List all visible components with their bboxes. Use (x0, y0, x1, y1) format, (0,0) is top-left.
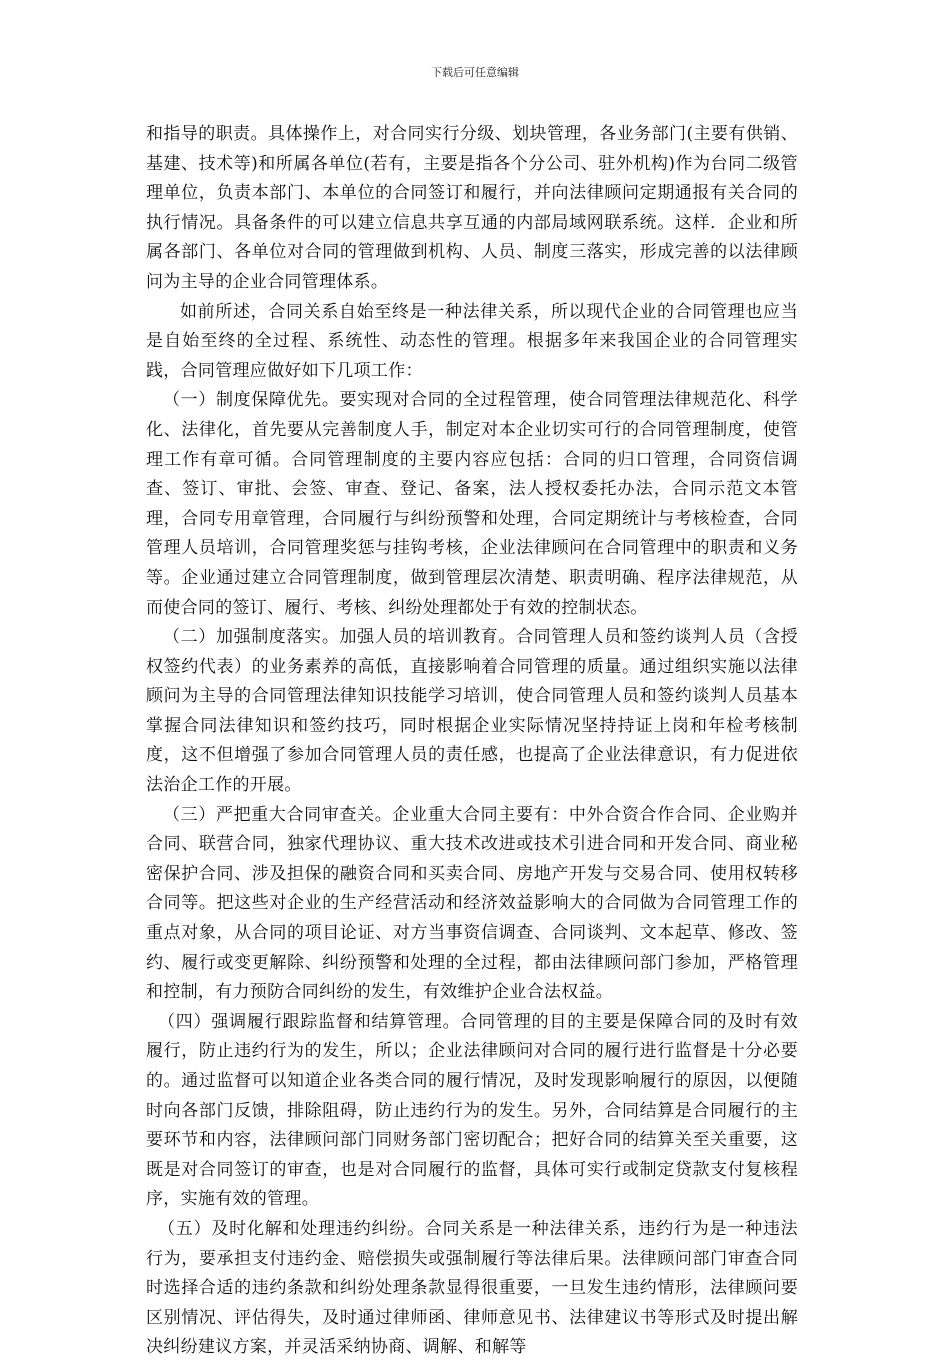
paragraph-item-1: （一）制度保障优先。要实现对合同的全过程管理，使合同管理法律规范化、科学化、法律化，首先要从完善制度人手，制定对本企业切实可行的合同管理制度，使管理工作有章可循。合同管理制度的主要内容应包括：合同的归口管理，合同资信调查、签订、审批、会签、审查、登记、备案，法人授权委托办法，合同示范文本管理，合同专用章管理，合同履行与纠纷预警和处理，合同定期统计与考核检查，合同管理人员培训，合同管理奖惩与挂钩考核，企业法律顾问在合同管理中的职责和义务等。企业通过建立合同管理制度，做到管理层次清楚、职责明确、程序法律规范，从而使合同的签订、履行、考核、纠纷处理都处于有效的控制状态。 (146, 390, 798, 618)
paragraph-intro: 如前所述，合同关系自始至终是一种法律关系，所以现代企业的合同管理也应当是自始至终的全过程、系统性、动态性的管理。根据多年来我国企业的合同管理实践，合同管理应做好如下几项工作： (146, 301, 798, 381)
page-header: 下载后可任意编辑 (431, 66, 519, 79)
paragraph-item-5: （五）及时化解和处理违约纠纷。合同关系是一种法律关系，违约行为是一种违法行为，要承担支付违约金、赔偿损失或强制履行等法律后果。法律顾问部门审查合同时选择合适的违约条款和纠纷处理条款显得很重要，一旦发生违约情形，法律顾问要区别情况、评估得失，及时通过律师函、律师意见书、法律建议书等形式及时提出解决纠纷建议方案，并灵活采纳协商、调解、和解等 (146, 1218, 798, 1358)
paragraph-continuation: 和指导的职责。具体操作上，对合同实行分级、划块管理，各业务部门(主要有供销、基建、技术等)和所属各单位(若有，主要是指各个分公司、驻外机构)作为台同二级管理单位，负责本部门、本单位的合同签订和履行，并向法律顾问定期通报有关合同的执行情况。具备条件的可以建立信息共享互通的内部局域网联系统。这样．企业和所属各部门、各单位对合同的管理做到机构、人员、制度三落实，形成完善的以法律顾问为主导的企业合同管理体系。 (146, 124, 798, 292)
paragraph-item-3: （三）严把重大合同审查关。企业重大合同主要有：中外合资合作合同、企业购并合同、联营合同，独家代理协议、重大技术改进或技术引进合同和开发合同、商业秘密保护合同、涉及担保的融资合同和买卖合同、房地产开发与交易合同、使用权转移合同等。把这些对企业的生产经营活动和经济效益影响大的合同做为合同管理工作的重点对象，从合同的项目论证、对方当事资信调查、合同谈判、文本起草、修改、签约、履行或变更解除、纠纷预警和处理的全过程，都由法律顾问部门参加，严格管理和控制，有力预防合同纠纷的发生，有效维护企业合法权益。 (146, 804, 798, 1003)
paragraph-item-2: （二）加强制度落实。加强人员的培训教育。合同管理人员和签约谈判人员（含授权签约代表）的业务素养的高低，直接影响着合同管理的质量。通过组织实施以法律顾问为主导的合同管理法律知识技能学习培训，使合同管理人员和签约谈判人员基本掌握合同法律知识和签约技巧，同时根据企业实际情况坚持持证上岗和年检考核制度，这不但增强了参加合同管理人员的责任感，也提高了企业法律意识，有力促进依法治企工作的开展。 (146, 627, 798, 796)
document-body (146, 120, 798, 1363)
paragraph-item-4: （四）强调履行跟踪监督和结算管理。合同管理的目的主要是保障合同的及时有效履行，防止违约行为的发生，所以；企业法律顾问对合同的履行进行监督是十分必要的。通过监督可以知道企业各类合同的履行情况，及时发现影响履行的原因，以便随时向各部门反馈，排除阻碍，防止违约行为的发生。另外，合同结算是合同履行的主要环节和内容，法律顾问部门同财务部门密切配合；把好合同的结算关至关重要，这既是对合同签订的审查，也是对合同履行的监督，具体可实行或制定贷款支付复核程序，实施有效的管理。 (146, 1011, 798, 1210)
